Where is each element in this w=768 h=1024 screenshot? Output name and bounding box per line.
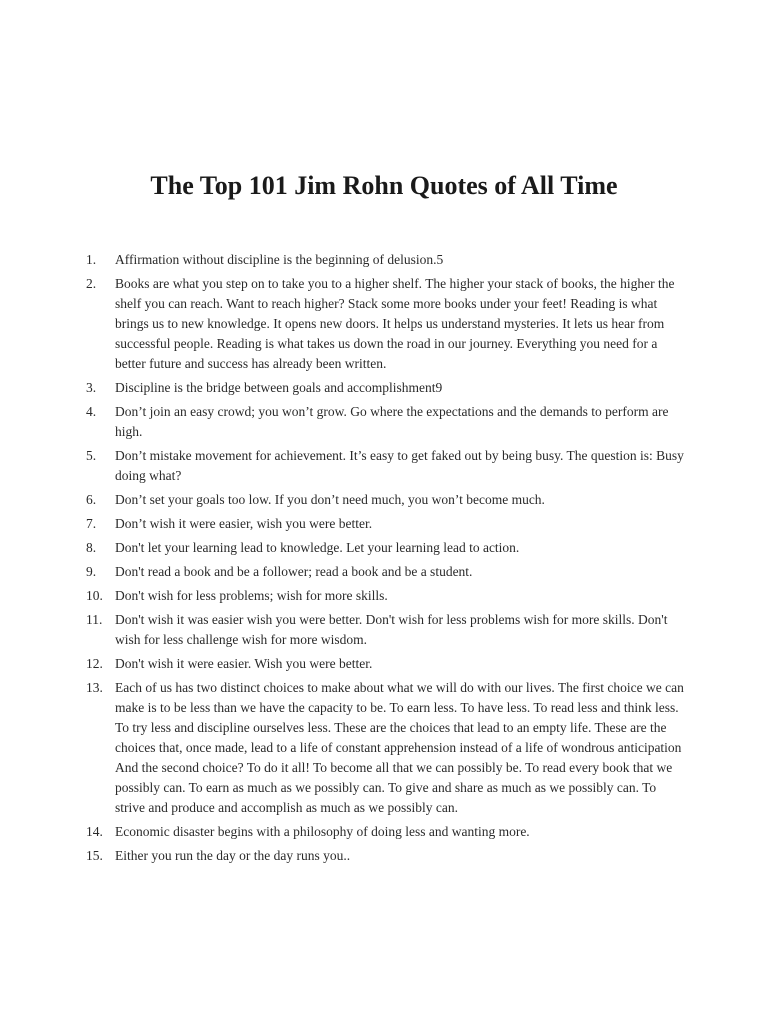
list-item	[86, 562, 686, 582]
page-title: The Top 101 Jim Rohn Quotes of All Time	[150, 171, 618, 200]
list-item-number: 6.	[86, 492, 97, 507]
list-item-number: 14.	[86, 824, 103, 839]
list-item-text: Don't let your learning lead to knowledge. Let your learning lead to action.	[115, 540, 520, 555]
list-item	[86, 678, 686, 818]
list-item	[86, 654, 686, 674]
list-item	[86, 846, 686, 866]
list-item	[86, 490, 686, 510]
list-item-text: Don’t wish it were easier, wish you were better.	[115, 516, 373, 531]
list-item	[86, 514, 686, 534]
list-item-text: Discipline is the bridge between goals and accomplishment9	[115, 380, 443, 395]
list-item-text: Don’t join an easy crowd; you won’t grow. Go where the expectations and the demands to perform are high.	[115, 404, 669, 439]
list-item-text: Don't wish it was easier wish you were better. Don't wish for less problems wish for more skills. Don't wish for less challenge wish for more wisdom.	[115, 612, 668, 647]
list-item	[86, 446, 686, 486]
list-item-number: 5.	[86, 448, 97, 463]
list-item-text: Books are what you step on to take you to a higher shelf. The higher your stack of books, the higher the shelf you can reach. Want to reach higher? Stack some more books under your feet! Reading is what brings us to new knowledge. It opens new doors. It helps us understand mysteries. It lets us hear from successful people. Reading is what takes us down the road in our journey. Everything you need for a better future and success has already been written.	[115, 276, 675, 371]
list-item	[86, 538, 686, 558]
list-item-number: 15.	[86, 848, 103, 863]
list-item-number: 1.	[86, 252, 97, 267]
list-item-number: 7.	[86, 516, 97, 531]
list-item	[86, 402, 686, 442]
list-item-text: Each of us has two distinct choices to make about what we will do with our lives. The first choice we can make is to be less than we have the capacity to be. To earn less. To have less. To read less and think less. To try less and discipline ourselves less. These are the choices that lead to an empty life. These are the choices that, once made, lead to a life of constant apprehension instead of a life of wondrous anticipation And the second choice? To do it all! To become all that we can possibly be. To read every book that we possibly can. To earn as much as we possibly can. To give and share as much as we possibly can. To strive and produce and accomplish as much as we possibly can.	[115, 680, 684, 815]
list-item-text: Don't wish for less problems; wish for more skills.	[115, 588, 388, 603]
list-item-number: 11.	[86, 612, 103, 627]
list-item-number: 2.	[86, 276, 97, 291]
list-item	[86, 822, 686, 842]
list-item-number: 3.	[86, 380, 97, 395]
list-item-text: Either you run the day or the day runs you..	[115, 848, 351, 863]
list-item-number: 13.	[86, 680, 103, 695]
list-item-number: 8.	[86, 540, 97, 555]
list-item-number: 10.	[86, 588, 103, 603]
list-item	[86, 378, 686, 398]
list-item-number: 9.	[86, 564, 97, 579]
list-item-text: Don't wish it were easier. Wish you were better.	[115, 656, 373, 671]
list-item-text: Affirmation without discipline is the beginning of delusion.5	[115, 252, 444, 267]
list-item-text: Don’t mistake movement for achievement. It’s easy to get faked out by being busy. The question is: Busy doing what?	[115, 448, 684, 483]
list-item	[86, 250, 686, 270]
list-item	[86, 274, 686, 374]
quote-list	[86, 250, 686, 870]
list-item-text: Economic disaster begins with a philosophy of doing less and wanting more.	[115, 824, 530, 839]
list-item-number: 12.	[86, 656, 103, 671]
list-item-text: Don't read a book and be a follower; read a book and be a student.	[115, 564, 473, 579]
list-item	[86, 586, 686, 606]
list-item-number: 4.	[86, 404, 97, 419]
list-item	[86, 610, 686, 650]
list-item-text: Don’t set your goals too low. If you don’t need much, you won’t become much.	[115, 492, 545, 507]
